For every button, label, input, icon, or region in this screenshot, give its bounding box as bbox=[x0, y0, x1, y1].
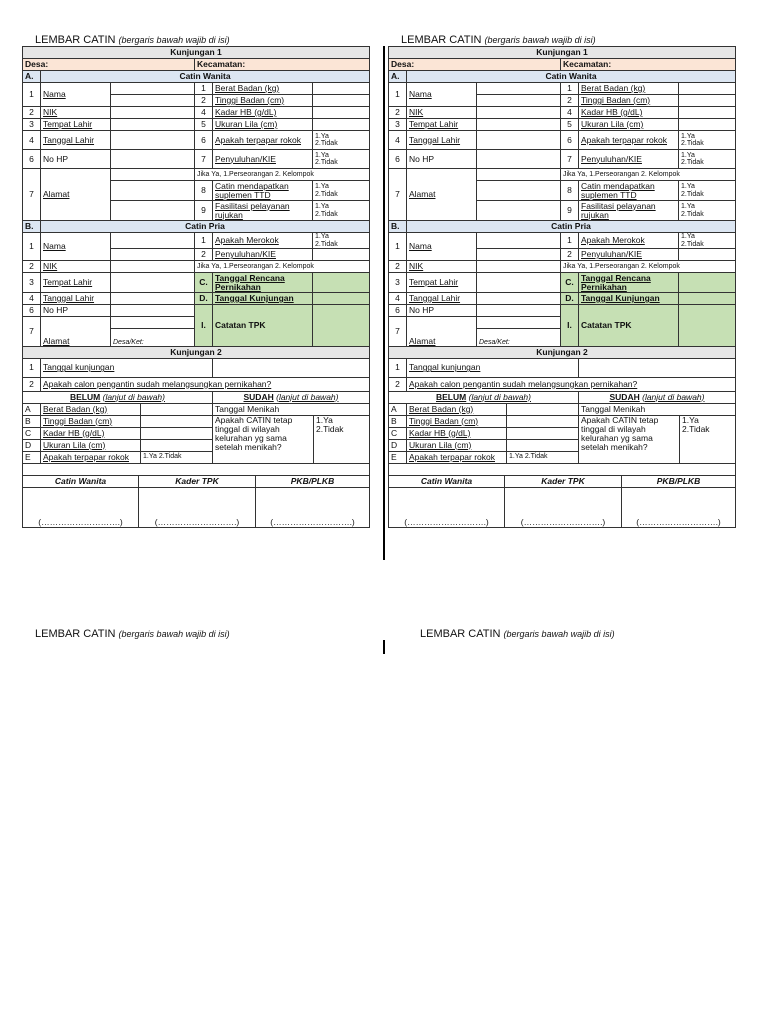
section-b-label: Catin Pria bbox=[407, 221, 736, 233]
alamat-input-2[interactable] bbox=[477, 181, 561, 201]
sig-kader-label: Kader TPK bbox=[505, 476, 622, 488]
label-tempat-lahir: Tempat Lahir bbox=[41, 119, 111, 131]
label-tanggal-rencana: Tanggal Rencana Pernikahan bbox=[213, 273, 313, 293]
row-no: 8 bbox=[195, 181, 213, 201]
spacer-row bbox=[23, 463, 370, 475]
label-no-hp: No HP bbox=[41, 150, 111, 169]
alamat-input-3[interactable] bbox=[477, 201, 561, 221]
sig-kader[interactable]: (……………………….) bbox=[505, 487, 622, 527]
sig-pkb-label: PKB/PLKB bbox=[256, 476, 370, 488]
alamat-input-3[interactable] bbox=[111, 201, 195, 221]
letter-c: C. bbox=[195, 273, 213, 293]
label-kadar-hb: Kadar HB (g/dL) bbox=[579, 107, 679, 119]
label-tanggal-lahir: Tanggal Lahir bbox=[41, 131, 111, 150]
kadar-hb-k2-input[interactable] bbox=[507, 427, 579, 439]
tanggal-lahir-input[interactable] bbox=[111, 131, 195, 150]
label-suplemen-ttd: Catin mendapatkan suplemen TTD bbox=[213, 181, 313, 201]
label-tanggal-menikah[interactable]: Tanggal Menikah bbox=[579, 403, 736, 415]
row-no: 1 bbox=[389, 83, 407, 107]
label-tanggal-rencana: Tanggal Rencana Pernikahan bbox=[579, 273, 679, 293]
label-tetap-tinggal: Apakah CATIN tetap tinggal di wilayah kelurahan yg sama setelah menikah? bbox=[579, 415, 680, 463]
row-no: 6 bbox=[389, 305, 407, 317]
label-tempat-lahir-pria: Tempat Lahir bbox=[407, 273, 477, 293]
row-no: 4 bbox=[389, 131, 407, 150]
row-no: 3 bbox=[23, 119, 41, 131]
item-letter: A bbox=[23, 403, 41, 415]
row-no: 2 bbox=[389, 261, 407, 273]
rujukan-options[interactable]: 1.Ya 2.Tidak bbox=[679, 201, 736, 221]
label-tanggal-lahir: Tanggal Lahir bbox=[407, 131, 477, 150]
section-b-letter: B. bbox=[389, 221, 407, 233]
catin-table bbox=[22, 46, 370, 359]
section-b-letter: B. bbox=[23, 221, 41, 233]
label-alamat: Alamat bbox=[407, 169, 477, 221]
item-letter: B bbox=[389, 415, 407, 427]
rokok-k2-options[interactable]: 1.Ya 2.Tidak bbox=[507, 451, 579, 463]
alamat-pria-input[interactable] bbox=[477, 317, 561, 329]
row-no: 7 bbox=[195, 150, 213, 169]
section-a-letter: A. bbox=[389, 71, 407, 83]
penyuluhan-options[interactable]: 1.Ya 2.Tidak bbox=[313, 150, 370, 169]
label-tanggal-kunjungan: Tanggal Kunjungan bbox=[579, 293, 679, 305]
tanggal-rencana-input[interactable] bbox=[679, 273, 736, 293]
title-note: (bergaris bawah wajib di isi) bbox=[484, 35, 596, 45]
tinggi-badan-input[interactable] bbox=[313, 95, 370, 107]
belum-header: BELUM (lanjut di bawah) bbox=[389, 391, 579, 403]
row-no: 1 bbox=[389, 359, 407, 377]
label-penyuluhan: Penyuluhan/KIE bbox=[213, 150, 313, 169]
merokok-options[interactable]: 1.Ya 2.Tidak bbox=[679, 233, 736, 249]
label-rokok-k2: Apakah terpapar rokok bbox=[407, 451, 507, 463]
rujukan-options[interactable]: 1.Ya 2.Tidak bbox=[313, 201, 370, 221]
tinggal-options[interactable]: 1.Ya 2.Tidak bbox=[680, 415, 736, 463]
label-nama: Nama bbox=[41, 83, 111, 107]
label-nik: NIK bbox=[41, 107, 111, 119]
form-left bbox=[22, 34, 369, 528]
penyuluhan-pria-input[interactable] bbox=[313, 249, 370, 261]
row-no: 3 bbox=[389, 119, 407, 131]
label-tanggal-menikah[interactable]: Tanggal Menikah bbox=[213, 403, 370, 415]
row-no: 6 bbox=[389, 150, 407, 169]
kunjungan2-table bbox=[22, 359, 370, 476]
label-tanggal-lahir-pria: Tanggal Lahir bbox=[41, 293, 111, 305]
label-kadar-hb-k2: Kadar HB (g/dL) bbox=[41, 427, 141, 439]
tanggal-rencana-input[interactable] bbox=[313, 273, 370, 293]
cut-line-top bbox=[383, 46, 385, 560]
row-no: 7 bbox=[561, 150, 579, 169]
row-no: 1 bbox=[23, 233, 41, 261]
belum-header: BELUM (lanjut di bawah) bbox=[23, 391, 213, 403]
row-no: 2 bbox=[389, 107, 407, 119]
nama-input[interactable] bbox=[477, 83, 561, 95]
row-no: 8 bbox=[561, 181, 579, 201]
second-title-right bbox=[420, 628, 615, 640]
item-letter: D bbox=[23, 439, 41, 451]
rokok-k2-options[interactable]: 1.Ya 2.Tidak bbox=[141, 451, 213, 463]
desa-ket[interactable]: Desa/Ket: bbox=[111, 329, 195, 347]
signature-table bbox=[22, 476, 370, 528]
desa-ket[interactable]: Desa/Ket: bbox=[477, 329, 561, 347]
row-no: 7 bbox=[23, 317, 41, 347]
rokok-options[interactable]: 1.Ya 2.Tidak bbox=[679, 131, 736, 150]
row-no: 5 bbox=[195, 119, 213, 131]
title-main: LEMBAR CATIN bbox=[401, 34, 482, 46]
label-merokok: Apakah Merokok bbox=[213, 233, 313, 249]
title-main: LEMBAR CATIN bbox=[35, 34, 116, 46]
section-a-letter: A. bbox=[23, 71, 41, 83]
row-no: 1 bbox=[561, 83, 579, 95]
tempat-lahir-input[interactable] bbox=[477, 119, 561, 131]
letter-d: D. bbox=[561, 293, 579, 305]
label-berat-badan: Berat Badan (kg) bbox=[213, 83, 313, 95]
label-nik: NIK bbox=[407, 107, 477, 119]
desa-field[interactable]: Desa: bbox=[23, 59, 195, 71]
form-right bbox=[388, 34, 735, 528]
kunjungan2-header: Kunjungan 2 bbox=[389, 347, 736, 359]
section-a-label: Catin Wanita bbox=[407, 71, 736, 83]
kadar-hb-k2-input[interactable] bbox=[141, 427, 213, 439]
cut-line-bottom bbox=[383, 640, 385, 654]
ukuran-lila-input[interactable] bbox=[679, 119, 736, 131]
label-alamat-pria: Alamat bbox=[41, 317, 111, 347]
row-no: 2 bbox=[195, 249, 213, 261]
berat-badan-input[interactable] bbox=[679, 83, 736, 95]
signature-table bbox=[388, 476, 736, 528]
row-no: 5 bbox=[561, 119, 579, 131]
row-no: 4 bbox=[389, 293, 407, 305]
row-no: 2 bbox=[561, 249, 579, 261]
row-no: 2 bbox=[23, 377, 41, 391]
label-ukuran-lila-k2: Ukuran Lila (cm) bbox=[407, 439, 507, 451]
label-penyuluhan: Penyuluhan/KIE bbox=[579, 150, 679, 169]
row-no: 3 bbox=[389, 273, 407, 293]
nama-input-2[interactable] bbox=[477, 95, 561, 107]
ttd-options[interactable]: 1.Ya 2.Tidak bbox=[313, 181, 370, 201]
row-no: 7 bbox=[23, 169, 41, 221]
nama-pria-input-2[interactable] bbox=[477, 249, 561, 261]
row-no: 2 bbox=[561, 95, 579, 107]
row-no: 1 bbox=[23, 359, 41, 377]
item-letter: E bbox=[389, 451, 407, 463]
sig-kader-label: Kader TPK bbox=[139, 476, 256, 488]
label-rujukan: Fasilitasi pelayanan rujukan bbox=[579, 201, 679, 221]
item-letter: C bbox=[23, 427, 41, 439]
kecamatan-field[interactable]: Kecamatan: bbox=[561, 59, 736, 71]
title-main: LEMBAR CATIN bbox=[420, 628, 501, 640]
row-no: 4 bbox=[195, 107, 213, 119]
kadar-hb-input[interactable] bbox=[313, 107, 370, 119]
label-tanggal-kunjungan: Tanggal Kunjungan bbox=[213, 293, 313, 305]
tanggal-kunjungan-input[interactable] bbox=[679, 293, 736, 305]
nama-pria-input[interactable] bbox=[111, 233, 195, 249]
row-no: 4 bbox=[561, 107, 579, 119]
jika-ya-note-pria: Jika Ya, 1.Perseorangan 2. Kelompok bbox=[195, 261, 370, 273]
ukuran-lila-k2-input[interactable] bbox=[141, 439, 213, 451]
title-note: (bergaris bawah wajib di isi) bbox=[503, 629, 615, 639]
tanggal-kunjungan2-input[interactable] bbox=[213, 359, 370, 377]
label-berat-badan-k2: Berat Badan (kg) bbox=[407, 403, 507, 415]
row-no: 9 bbox=[561, 201, 579, 221]
label-ukuran-lila: Ukuran Lila (cm) bbox=[213, 119, 313, 131]
no-hp-input[interactable] bbox=[111, 150, 195, 169]
ttd-options[interactable]: 1.Ya 2.Tidak bbox=[679, 181, 736, 201]
sig-pkb[interactable]: (……………………….) bbox=[622, 487, 736, 527]
tanggal-kunjungan2-input[interactable] bbox=[579, 359, 736, 377]
letter-d: D. bbox=[195, 293, 213, 305]
sig-pkb-label: PKB/PLKB bbox=[622, 476, 736, 488]
label-catatan-tpk: Catatan TPK bbox=[579, 305, 679, 347]
ukuran-lila-input[interactable] bbox=[313, 119, 370, 131]
tanggal-kunjungan-input[interactable] bbox=[313, 293, 370, 305]
label-no-hp-pria: No HP bbox=[41, 305, 111, 317]
label-nama-pria: Nama bbox=[41, 233, 111, 261]
label-tanggal-lahir-pria: Tanggal Lahir bbox=[407, 293, 477, 305]
row-no: 6 bbox=[561, 131, 579, 150]
sig-kader[interactable]: (……………………….) bbox=[139, 487, 256, 527]
label-tempat-lahir-pria: Tempat Lahir bbox=[41, 273, 111, 293]
label-berat-badan-k2: Berat Badan (kg) bbox=[41, 403, 141, 415]
label-tetap-tinggal: Apakah CATIN tetap tinggal di wilayah kelurahan yg sama setelah menikah? bbox=[213, 415, 314, 463]
berat-badan-input[interactable] bbox=[313, 83, 370, 95]
item-letter: A bbox=[389, 403, 407, 415]
label-catatan-tpk: Catatan TPK bbox=[213, 305, 313, 347]
no-hp-input[interactable] bbox=[477, 150, 561, 169]
kunjungan2-table bbox=[388, 359, 736, 476]
label-nama: Nama bbox=[407, 83, 477, 107]
tinggi-badan-k2-input[interactable] bbox=[141, 415, 213, 427]
ukuran-lila-k2-input[interactable] bbox=[507, 439, 579, 451]
nama-pria-input[interactable] bbox=[477, 233, 561, 249]
label-suplemen-ttd: Catin mendapatkan suplemen TTD bbox=[579, 181, 679, 201]
sig-pkb[interactable]: (……………………….) bbox=[256, 487, 370, 527]
kunjungan2-header: Kunjungan 2 bbox=[23, 347, 370, 359]
berat-badan-k2-input[interactable] bbox=[507, 403, 579, 415]
tinggi-badan-k2-input[interactable] bbox=[507, 415, 579, 427]
jika-ya-note-pria: Jika Ya, 1.Perseorangan 2. Kelompok bbox=[561, 261, 736, 273]
tempat-lahir-pria-input[interactable] bbox=[477, 273, 561, 293]
spacer-row bbox=[389, 463, 736, 475]
kunjungan1-header: Kunjungan 1 bbox=[389, 47, 736, 59]
label-nik-pria: NIK bbox=[41, 261, 111, 273]
label-kadar-hb: Kadar HB (g/dL) bbox=[213, 107, 313, 119]
letter-c: C. bbox=[561, 273, 579, 293]
row-no: 4 bbox=[23, 293, 41, 305]
merokok-options[interactable]: 1.Ya 2.Tidak bbox=[313, 233, 370, 249]
rokok-options[interactable]: 1.Ya 2.Tidak bbox=[313, 131, 370, 150]
nik-pria-input[interactable] bbox=[111, 261, 195, 273]
alamat-input[interactable] bbox=[111, 169, 195, 181]
label-nama-pria: Nama bbox=[407, 233, 477, 261]
label-tinggi-badan: Tinggi Badan (cm) bbox=[213, 95, 313, 107]
form-title bbox=[388, 34, 735, 46]
berat-badan-k2-input[interactable] bbox=[141, 403, 213, 415]
sig-catin-wanita-label: Catin Wanita bbox=[389, 476, 505, 488]
desa-field[interactable]: Desa: bbox=[389, 59, 561, 71]
row-no: 7 bbox=[389, 169, 407, 221]
label-terpapar-rokok: Apakah terpapar rokok bbox=[579, 131, 679, 150]
nik-input[interactable] bbox=[111, 107, 195, 119]
catatan-tpk-input[interactable] bbox=[313, 305, 370, 347]
row-no: 1 bbox=[195, 233, 213, 249]
title-note: (bergaris bawah wajib di isi) bbox=[118, 629, 230, 639]
no-hp-pria-input[interactable] bbox=[477, 305, 561, 317]
tempat-lahir-input[interactable] bbox=[111, 119, 195, 131]
alamat-input[interactable] bbox=[477, 169, 561, 181]
label-berat-badan: Berat Badan (kg) bbox=[579, 83, 679, 95]
item-letter: C bbox=[389, 427, 407, 439]
item-letter: D bbox=[389, 439, 407, 451]
catatan-tpk-input[interactable] bbox=[679, 305, 736, 347]
label-ukuran-lila-k2: Ukuran Lila (cm) bbox=[41, 439, 141, 451]
kadar-hb-input[interactable] bbox=[679, 107, 736, 119]
row-no: 1 bbox=[23, 83, 41, 107]
row-no: 9 bbox=[195, 201, 213, 221]
form-title bbox=[22, 34, 369, 46]
tinggal-options[interactable]: 1.Ya 2.Tidak bbox=[314, 415, 370, 463]
row-no: 3 bbox=[23, 273, 41, 293]
label-alamat-pria: Alamat bbox=[407, 317, 477, 347]
alamat-input-2[interactable] bbox=[111, 181, 195, 201]
nik-input[interactable] bbox=[477, 107, 561, 119]
section-b-label: Catin Pria bbox=[41, 221, 370, 233]
label-tempat-lahir: Tempat Lahir bbox=[407, 119, 477, 131]
label-tanggal-kunjungan2: Tanggal kunjungan bbox=[407, 359, 579, 377]
sudah-header: SUDAH (lanjut di bawah) bbox=[579, 391, 736, 403]
tempat-lahir-pria-input[interactable] bbox=[111, 273, 195, 293]
kunjungan1-header: Kunjungan 1 bbox=[23, 47, 370, 59]
title-main: LEMBAR CATIN bbox=[35, 628, 116, 640]
row-no: 1 bbox=[389, 233, 407, 261]
label-merokok: Apakah Merokok bbox=[579, 233, 679, 249]
label-ukuran-lila: Ukuran Lila (cm) bbox=[579, 119, 679, 131]
row-no: 1 bbox=[195, 83, 213, 95]
label-tinggi-badan: Tinggi Badan (cm) bbox=[579, 95, 679, 107]
sig-catin-wanita[interactable]: (……………………….) bbox=[23, 487, 139, 527]
sig-catin-wanita[interactable]: (……………………….) bbox=[389, 487, 505, 527]
jika-ya-note: Jika Ya, 1.Perseorangan 2. Kelompok bbox=[195, 169, 370, 181]
label-terpapar-rokok: Apakah terpapar rokok bbox=[213, 131, 313, 150]
jika-ya-note: Jika Ya, 1.Perseorangan 2. Kelompok bbox=[561, 169, 736, 181]
row-no: 2 bbox=[195, 95, 213, 107]
row-no: 2 bbox=[23, 261, 41, 273]
sudah-header: SUDAH (lanjut di bawah) bbox=[213, 391, 370, 403]
letter-i: I. bbox=[561, 305, 579, 347]
label-tinggi-badan-k2: Tinggi Badan (cm) bbox=[407, 415, 507, 427]
row-no: 2 bbox=[23, 107, 41, 119]
catin-table bbox=[388, 46, 736, 359]
penyuluhan-pria-input[interactable] bbox=[679, 249, 736, 261]
label-rokok-k2: Apakah terpapar rokok bbox=[41, 451, 141, 463]
nik-pria-input[interactable] bbox=[477, 261, 561, 273]
row-no: 6 bbox=[195, 131, 213, 150]
sig-catin-wanita-label: Catin Wanita bbox=[23, 476, 139, 488]
row-no: 6 bbox=[23, 150, 41, 169]
label-tinggi-badan-k2: Tinggi Badan (cm) bbox=[41, 415, 141, 427]
row-no: 1 bbox=[561, 233, 579, 249]
title-note: (bergaris bawah wajib di isi) bbox=[118, 35, 230, 45]
nama-input[interactable] bbox=[111, 83, 195, 95]
row-no: 2 bbox=[389, 377, 407, 391]
nama-input-2[interactable] bbox=[111, 95, 195, 107]
label-tanggal-kunjungan2: Tanggal kunjungan bbox=[41, 359, 213, 377]
kecamatan-field[interactable]: Kecamatan: bbox=[195, 59, 370, 71]
alamat-pria-input[interactable] bbox=[111, 317, 195, 329]
tinggi-badan-input[interactable] bbox=[679, 95, 736, 107]
label-sudah-menikah: Apakah calon pengantin sudah melangsungkan pernikahan? bbox=[41, 377, 370, 391]
label-alamat: Alamat bbox=[41, 169, 111, 221]
row-no: 4 bbox=[23, 131, 41, 150]
label-rujukan: Fasilitasi pelayanan rujukan bbox=[213, 201, 313, 221]
second-title-left bbox=[35, 628, 230, 640]
label-nik-pria: NIK bbox=[407, 261, 477, 273]
label-penyuluhan-pria: Penyuluhan/KIE bbox=[579, 249, 679, 261]
label-kadar-hb-k2: Kadar HB (g/dL) bbox=[407, 427, 507, 439]
label-sudah-menikah: Apakah calon pengantin sudah melangsungkan pernikahan? bbox=[407, 377, 736, 391]
label-no-hp: No HP bbox=[407, 150, 477, 169]
label-penyuluhan-pria: Penyuluhan/KIE bbox=[213, 249, 313, 261]
no-hp-pria-input[interactable] bbox=[111, 305, 195, 317]
tanggal-lahir-pria-input[interactable] bbox=[477, 293, 561, 305]
letter-i: I. bbox=[195, 305, 213, 347]
tanggal-lahir-pria-input[interactable] bbox=[111, 293, 195, 305]
penyuluhan-options[interactable]: 1.Ya 2.Tidak bbox=[679, 150, 736, 169]
section-a-label: Catin Wanita bbox=[41, 71, 370, 83]
tanggal-lahir-input[interactable] bbox=[477, 131, 561, 150]
row-no: 7 bbox=[389, 317, 407, 347]
item-letter: E bbox=[23, 451, 41, 463]
nama-pria-input-2[interactable] bbox=[111, 249, 195, 261]
item-letter: B bbox=[23, 415, 41, 427]
label-no-hp-pria: No HP bbox=[407, 305, 477, 317]
row-no: 6 bbox=[23, 305, 41, 317]
